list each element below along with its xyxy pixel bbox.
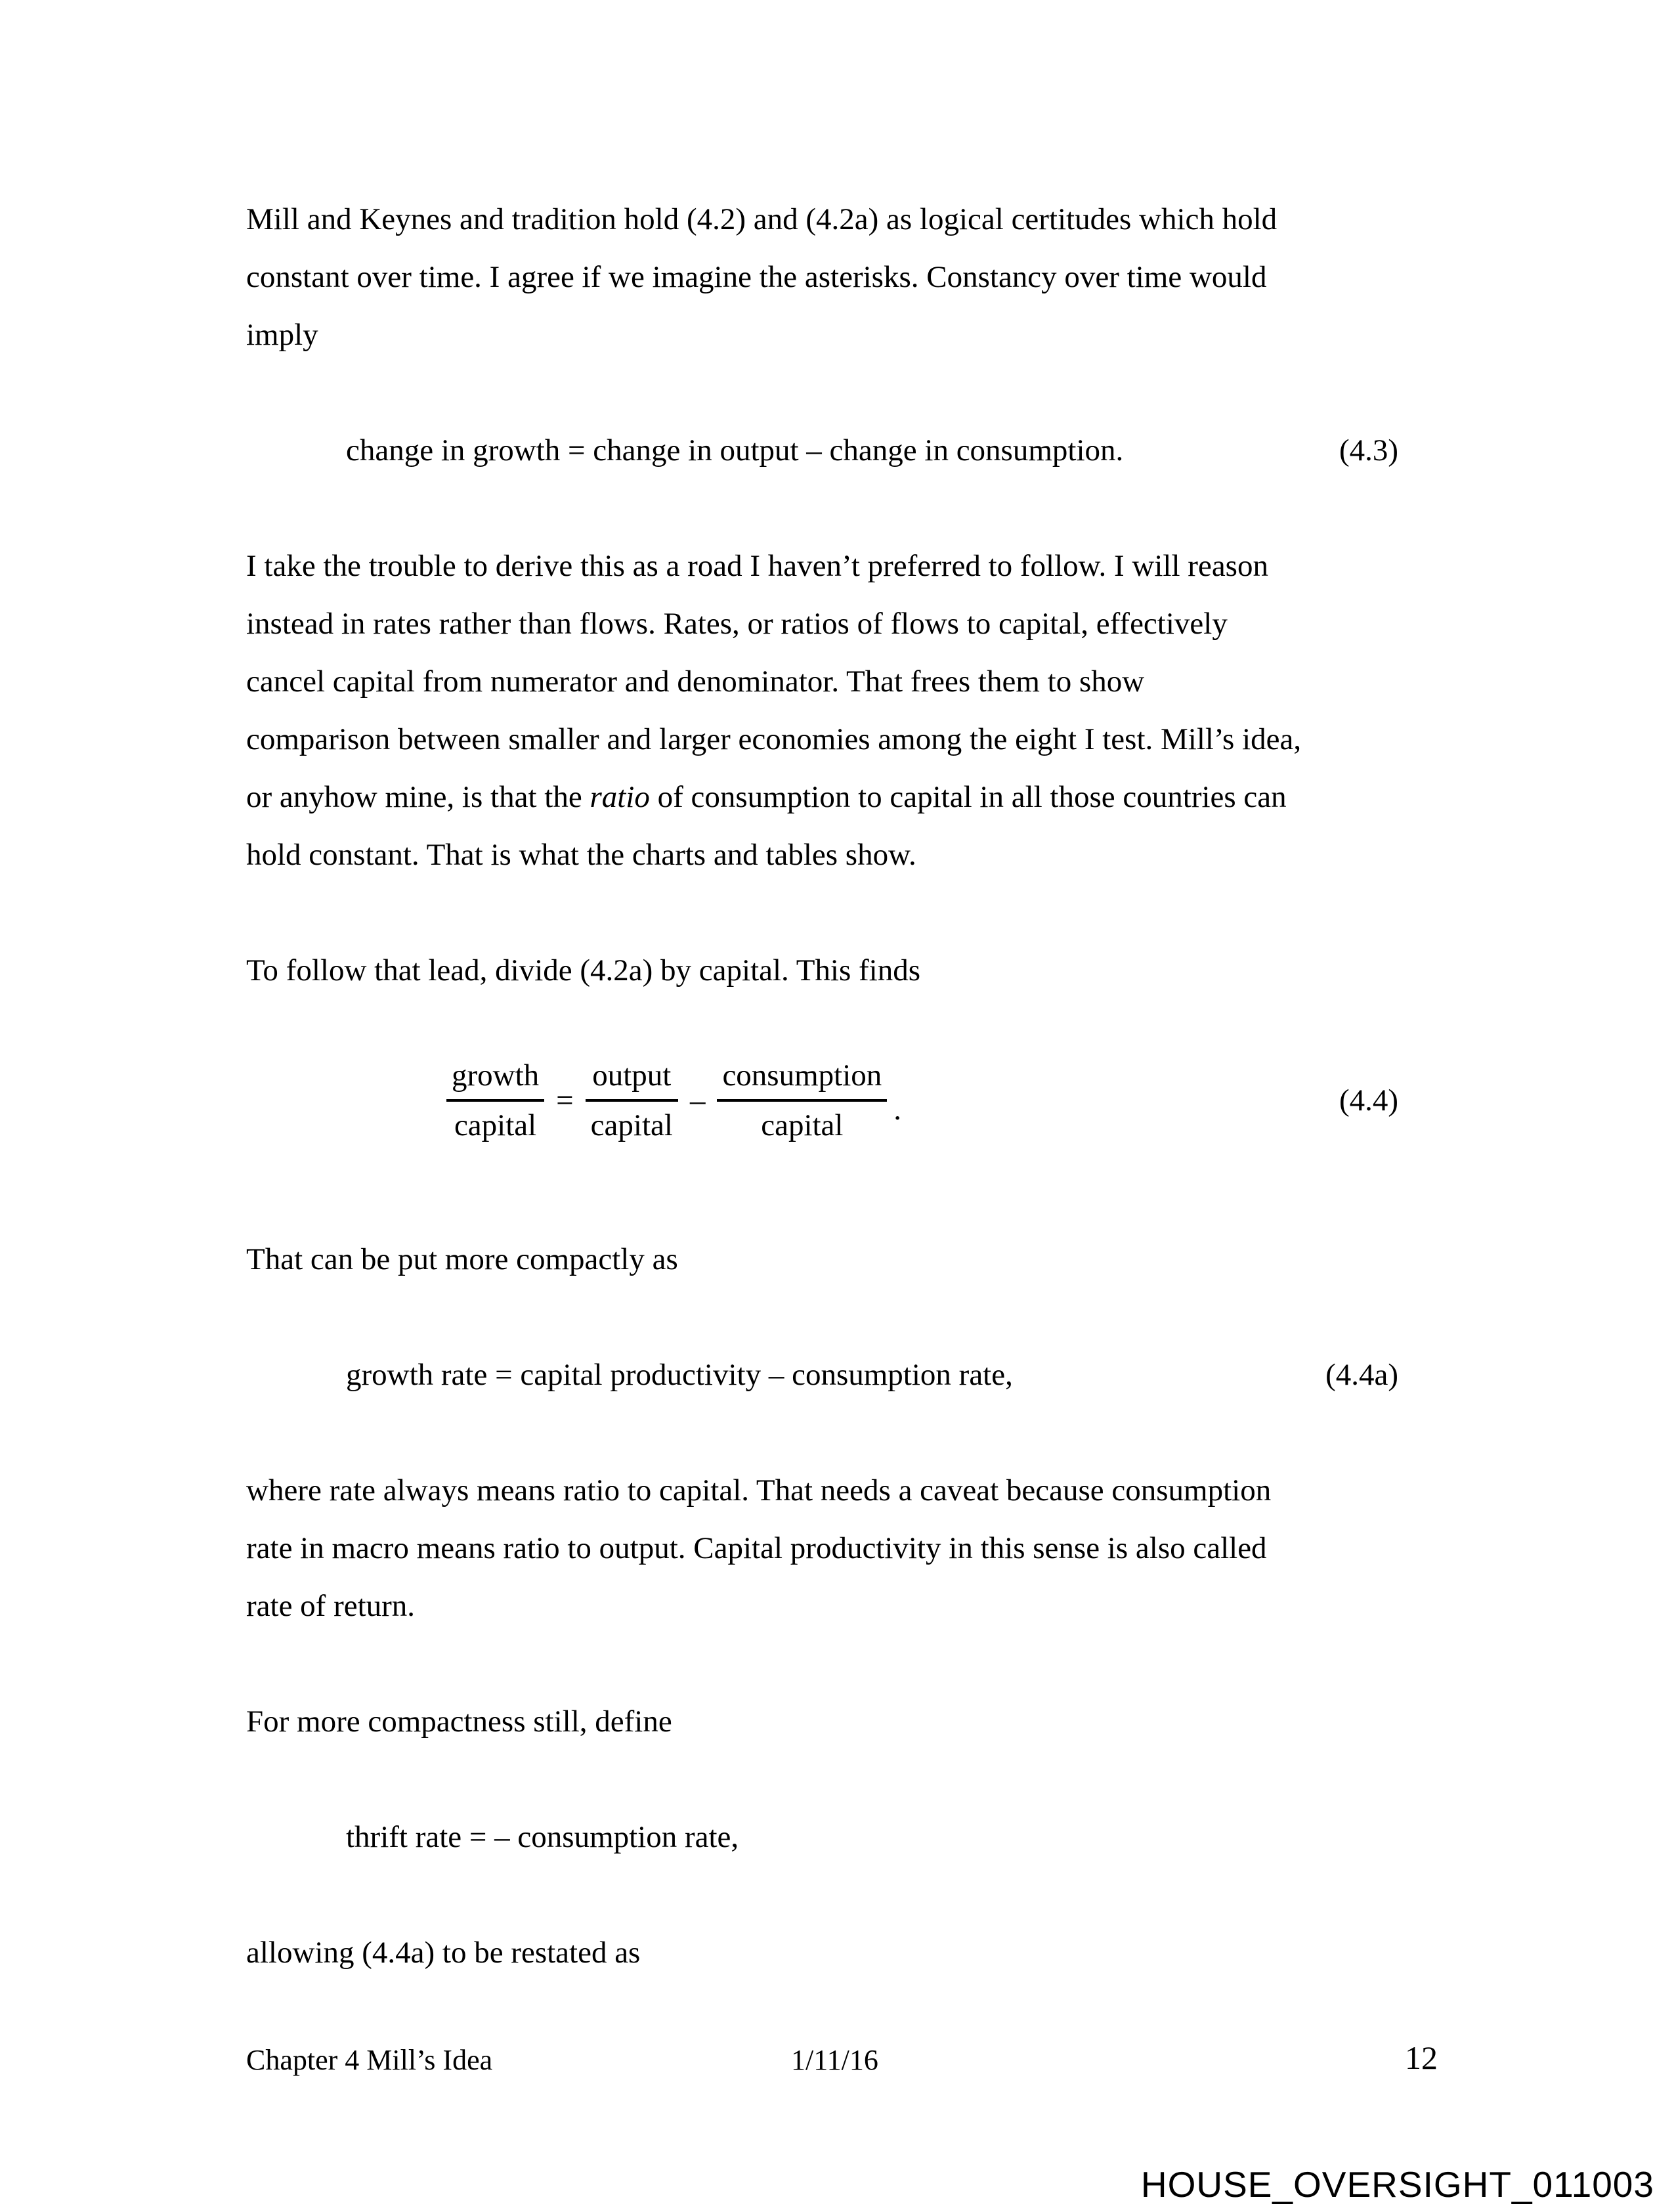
equation-number: (4.4a)	[1325, 1358, 1398, 1392]
paragraph-line: I take the trouble to derive this as a road I haven’t preferred to follow. I will reason	[246, 549, 1268, 583]
paragraph-line: allowing (4.4a) to be restated as	[246, 1936, 641, 1970]
paragraph-line: rate of return.	[246, 1589, 416, 1623]
fraction-growth-capital	[446, 1057, 544, 1144]
paragraph	[246, 1462, 1428, 1635]
fraction-numerator: consumption	[717, 1057, 887, 1102]
equation-body: thrift rate = – consumption rate,	[346, 1820, 739, 1854]
equation-4-3	[246, 422, 1428, 479]
paragraph-line: hold constant. That is what the charts and tables show.	[246, 838, 916, 872]
italic-word: ratio	[590, 780, 650, 814]
bates-stamp: HOUSE_OVERSIGHT_011003	[1140, 2164, 1654, 2205]
paragraph	[246, 537, 1428, 884]
fraction-consumption-capital	[717, 1057, 887, 1144]
paragraph-line: imply	[246, 318, 318, 352]
fraction-numerator: growth	[446, 1057, 544, 1102]
paragraph-line: where rate always means ratio to capital. That needs a caveat because consumption	[246, 1473, 1272, 1507]
paragraph-line: constant over time. I agree if we imagine the asterisks. Constancy over time would	[246, 260, 1267, 294]
paragraph-line: For more compactness still, define	[246, 1704, 672, 1739]
line-text: of consumption to capital in all those countries can	[649, 780, 1287, 814]
fraction-denominator: capital	[454, 1108, 537, 1142]
fraction-denominator: capital	[590, 1108, 673, 1142]
equation-number: (4.3)	[1339, 433, 1398, 467]
paragraph	[246, 190, 1428, 364]
paragraph	[246, 1924, 1428, 1982]
minus-sign: –	[689, 1083, 706, 1117]
paragraph-line: To follow that lead, divide (4.2a) by capital. This finds	[246, 953, 921, 987]
paragraph-line	[246, 768, 1428, 826]
line-text: or anyhow mine, is that the	[246, 780, 590, 814]
equation-4-4	[246, 1057, 1428, 1144]
paragraph	[246, 1693, 1428, 1750]
footer-page-number: 12	[1405, 2039, 1438, 2076]
paragraph	[246, 942, 1428, 999]
fraction-numerator: output	[586, 1057, 678, 1102]
page-footer	[246, 2031, 1438, 2089]
paragraph-line: Mill and Keynes and tradition hold (4.2) and (4.2a) as logical certitudes which hold	[246, 202, 1277, 236]
paragraph-line: That can be put more compactly as	[246, 1242, 678, 1276]
sentence-period: .	[893, 1093, 902, 1127]
paragraph-line: rate in macro means ratio to output. Capital productivity in this sense is also called	[246, 1531, 1267, 1565]
fraction-output-capital	[586, 1057, 678, 1144]
paragraph	[246, 1230, 1428, 1288]
equation-body: change in growth = change in output – change in consumption.	[346, 433, 1124, 467]
footer-chapter-title: Chapter 4 Mill’s Idea	[246, 2044, 493, 2076]
paragraph-line: instead in rates rather than flows. Rates, or ratios of flows to capital, effectively	[246, 607, 1228, 641]
equation-4-4a	[246, 1346, 1428, 1404]
paragraph-line: comparison between smaller and larger economies among the eight I test. Mill’s idea,	[246, 722, 1302, 756]
footer-date: 1/11/16	[791, 2044, 878, 2076]
fraction-denominator: capital	[761, 1108, 844, 1142]
equals-sign: =	[556, 1083, 574, 1117]
equation-thrift-rate	[246, 1808, 1428, 1866]
equation-body: growth rate = capital productivity – consumption rate,	[346, 1358, 1013, 1392]
paragraph-line: cancel capital from numerator and denominator. That frees them to show	[246, 664, 1145, 699]
equation-number: (4.4)	[1339, 1083, 1398, 1117]
